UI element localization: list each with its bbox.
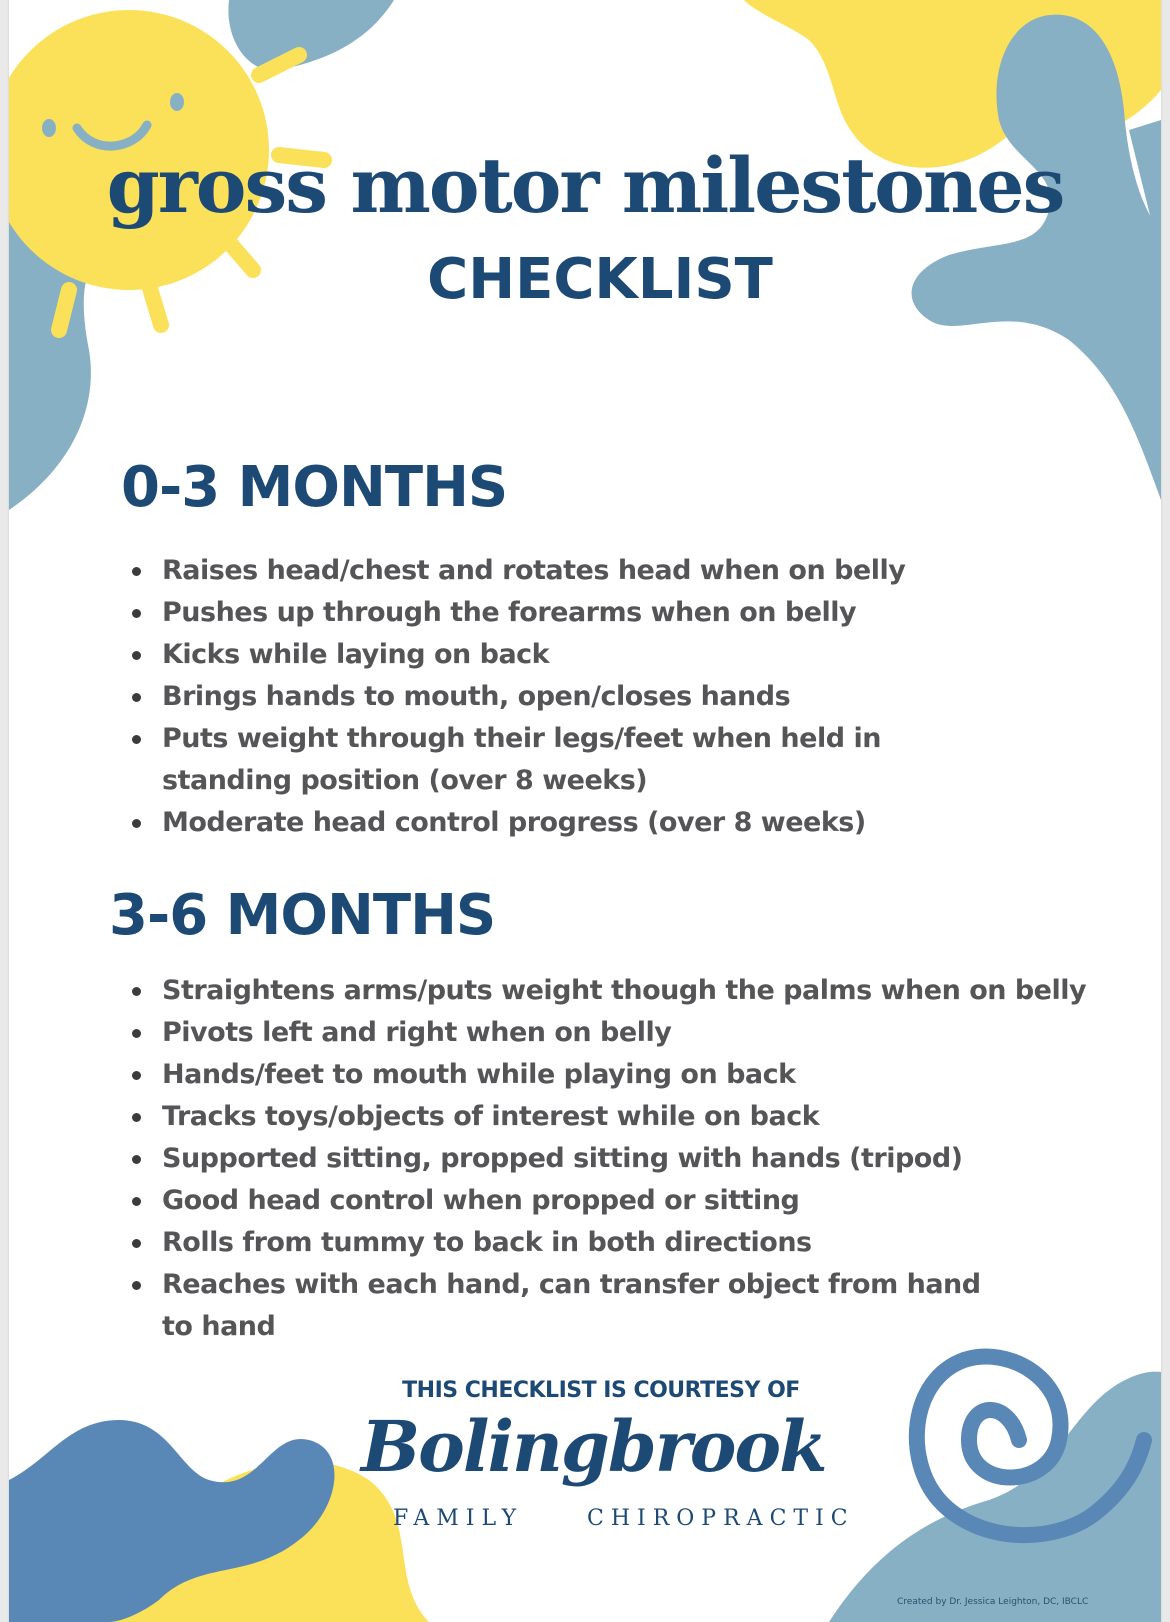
credit-text: Created by Dr. Jessica Leighton, DC, IBCLC xyxy=(897,1597,1089,1607)
courtesy-text: THIS CHECKLIST IS COURTESY OF xyxy=(402,1378,800,1403)
list-item: Pivots left and right when on belly xyxy=(127,1012,1112,1054)
brand-logo-family: FAMILY xyxy=(393,1506,524,1531)
section-heading-0-3-months: 0-3 MONTHS xyxy=(121,455,508,520)
list-item: Rolls from tummy to back in both directions xyxy=(127,1222,1112,1264)
list-item: Supported sitting, propped sitting with hands (tripod) xyxy=(127,1138,1112,1180)
list-item: Hands/feet to mouth while playing on back xyxy=(127,1054,1112,1096)
brand-logo-chiropractic: CHIROPRACTIC xyxy=(587,1506,855,1531)
checklist-page xyxy=(9,0,1161,1622)
list-item: Pushes up through the forearms when on belly xyxy=(127,592,1007,634)
milestone-list-0-3-months xyxy=(127,550,1007,844)
list-item: Straightens arms/puts weight though the palms when on belly xyxy=(127,970,1112,1012)
list-item: Good head control when propped or sitting xyxy=(127,1180,1112,1222)
milestone-list-3-6-months xyxy=(127,970,1112,1348)
page-title: gross motor milestones xyxy=(106,141,1064,230)
brand-logo-script: Bolingbrook xyxy=(361,1405,826,1488)
list-item: Puts weight through their legs/feet when held in standing position (over 8 weeks) xyxy=(127,718,1007,802)
list-item: Raises head/chest and rotates head when on belly xyxy=(127,550,1007,592)
section-heading-3-6-months: 3-6 MONTHS xyxy=(109,883,496,948)
page-subtitle: CHECKLIST xyxy=(427,247,773,312)
list-item: Tracks toys/objects of interest while on back xyxy=(127,1096,1112,1138)
list-item: Moderate head control progress (over 8 weeks) xyxy=(127,802,1007,844)
list-item: Reaches with each hand, can transfer object from hand to hand xyxy=(127,1264,1012,1348)
list-item: Brings hands to mouth, open/closes hands xyxy=(127,676,1007,718)
list-item: Kicks while laying on back xyxy=(127,634,1007,676)
